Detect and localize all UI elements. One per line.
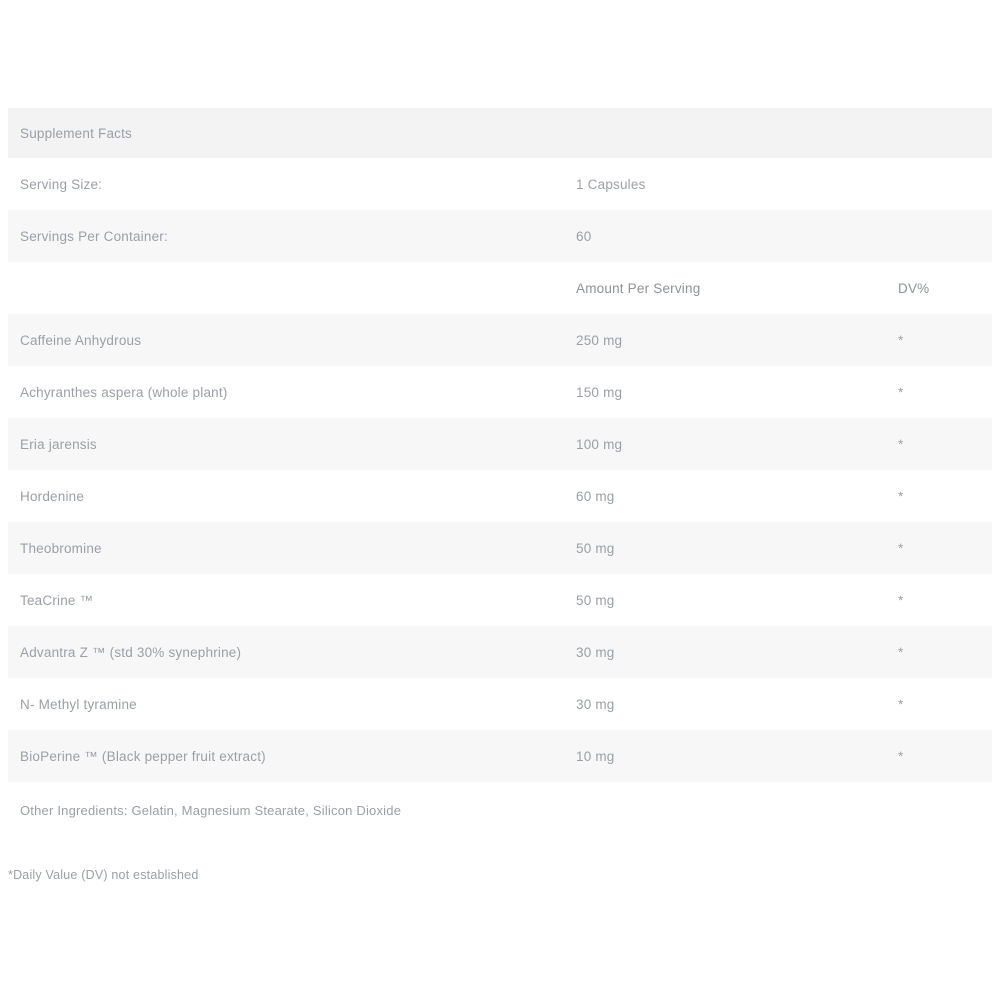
- other-ingredients-text: Other Ingredients: Gelatin, Magnesium Stearate, Silicon Dioxide: [8, 782, 992, 838]
- column-header-dv: DV%: [886, 262, 992, 314]
- panel-title: Supplement Facts: [8, 108, 992, 158]
- other-ingredients-row: [8, 782, 992, 838]
- daily-value-footnote: *Daily Value (DV) not established: [8, 868, 199, 882]
- ingredient-amount: 30 mg: [564, 678, 886, 730]
- table-row: [8, 366, 992, 418]
- ingredient-dv: *: [886, 522, 992, 574]
- ingredient-amount: 30 mg: [564, 626, 886, 678]
- serving-size-dv: [886, 158, 992, 210]
- ingredient-dv: *: [886, 314, 992, 366]
- ingredient-name: Theobromine: [8, 522, 564, 574]
- ingredient-amount: 50 mg: [564, 574, 886, 626]
- ingredient-amount: 60 mg: [564, 470, 886, 522]
- ingredient-dv: *: [886, 470, 992, 522]
- ingredient-amount: 250 mg: [564, 314, 886, 366]
- ingredient-amount: 50 mg: [564, 522, 886, 574]
- servings-per-container-dv: [886, 210, 992, 262]
- ingredient-dv: *: [886, 678, 992, 730]
- servings-per-container-value: 60: [564, 210, 886, 262]
- panel-title-row: [8, 108, 992, 158]
- ingredient-dv: *: [886, 366, 992, 418]
- supplement-facts-body: [8, 108, 992, 838]
- table-row: [8, 626, 992, 678]
- servings-per-container-row: [8, 210, 992, 262]
- ingredient-name: Caffeine Anhydrous: [8, 314, 564, 366]
- ingredient-name: N- Methyl tyramine: [8, 678, 564, 730]
- supplement-facts-table: [8, 108, 992, 838]
- table-row: [8, 314, 992, 366]
- servings-per-container-label: Servings Per Container:: [8, 210, 564, 262]
- ingredient-amount: 100 mg: [564, 418, 886, 470]
- supplement-facts-panel: [8, 108, 992, 838]
- table-row: [8, 470, 992, 522]
- table-row: [8, 522, 992, 574]
- column-header-row: [8, 262, 992, 314]
- column-header-ingredient: [8, 262, 564, 314]
- serving-size-value: 1 Capsules: [564, 158, 886, 210]
- serving-size-row: [8, 158, 992, 210]
- table-row: [8, 418, 992, 470]
- serving-size-label: Serving Size:: [8, 158, 564, 210]
- table-row: [8, 574, 992, 626]
- ingredient-name: TeaCrine ™: [8, 574, 564, 626]
- ingredient-name: Hordenine: [8, 470, 564, 522]
- ingredient-dv: *: [886, 730, 992, 782]
- ingredient-name: Achyranthes aspera (whole plant): [8, 366, 564, 418]
- column-header-amount: Amount Per Serving: [564, 262, 886, 314]
- ingredient-dv: *: [886, 418, 992, 470]
- ingredient-name: Advantra Z ™ (std 30% synephrine): [8, 626, 564, 678]
- table-row: [8, 678, 992, 730]
- ingredient-amount: 150 mg: [564, 366, 886, 418]
- ingredient-dv: *: [886, 574, 992, 626]
- ingredient-name: BioPerine ™ (Black pepper fruit extract): [8, 730, 564, 782]
- table-row: [8, 730, 992, 782]
- ingredient-name: Eria jarensis: [8, 418, 564, 470]
- ingredient-dv: *: [886, 626, 992, 678]
- ingredient-amount: 10 mg: [564, 730, 886, 782]
